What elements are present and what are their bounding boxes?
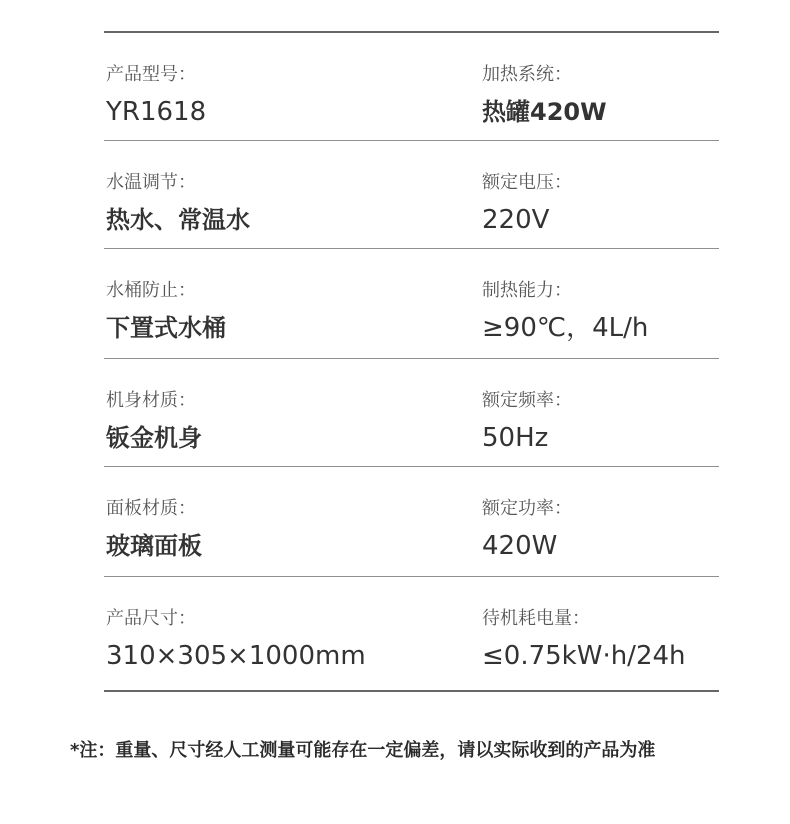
footnote: *注：重量、尺寸经人工测量可能存在一定偏差，请以实际收到的产品为准 [70, 740, 656, 761]
spec-value: 热罐420W [482, 98, 607, 126]
spec-value: 420W [482, 531, 558, 561]
spec-row-size-standby [104, 577, 719, 690]
spec-row-panel-power [104, 467, 719, 576]
spec-row-model-heating [104, 33, 719, 140]
spec-value: ≤0.75kW·h/24h [482, 641, 686, 671]
spec-value: 热水、常温水 [106, 206, 250, 234]
spec-row-body-frequency [104, 359, 719, 466]
spec-label: 制热能力： [482, 280, 572, 301]
spec-label: 加热系统： [482, 64, 572, 85]
spec-value: 50Hz [482, 423, 549, 453]
spec-label: 产品尺寸： [106, 608, 196, 629]
spec-row-bucket-capacity [104, 249, 719, 358]
spec-label: 额定频率： [482, 390, 572, 411]
table-bottom-rule [104, 690, 719, 692]
spec-label: 水温调节： [106, 172, 196, 193]
spec-label: 机身材质： [106, 390, 196, 411]
spec-label: 额定电压： [482, 172, 572, 193]
spec-label: 待机耗电量： [482, 608, 590, 629]
spec-row-temp-voltage [104, 141, 719, 248]
spec-value: 玻璃面板 [106, 532, 202, 560]
spec-label: 额定功率： [482, 498, 572, 519]
spec-value: 钣金机身 [106, 424, 202, 452]
spec-value: ≥90℃，4L/h [482, 313, 649, 343]
spec-value: 220V [482, 205, 550, 235]
spec-label: 产品型号： [106, 64, 196, 85]
spec-value: YR1618 [106, 97, 207, 127]
spec-label: 水桶防止： [106, 280, 196, 301]
spec-table [104, 31, 719, 692]
spec-value: 310×305×1000mm [106, 641, 366, 671]
spec-label: 面板材质： [106, 498, 196, 519]
spec-value: 下置式水桶 [106, 314, 226, 342]
